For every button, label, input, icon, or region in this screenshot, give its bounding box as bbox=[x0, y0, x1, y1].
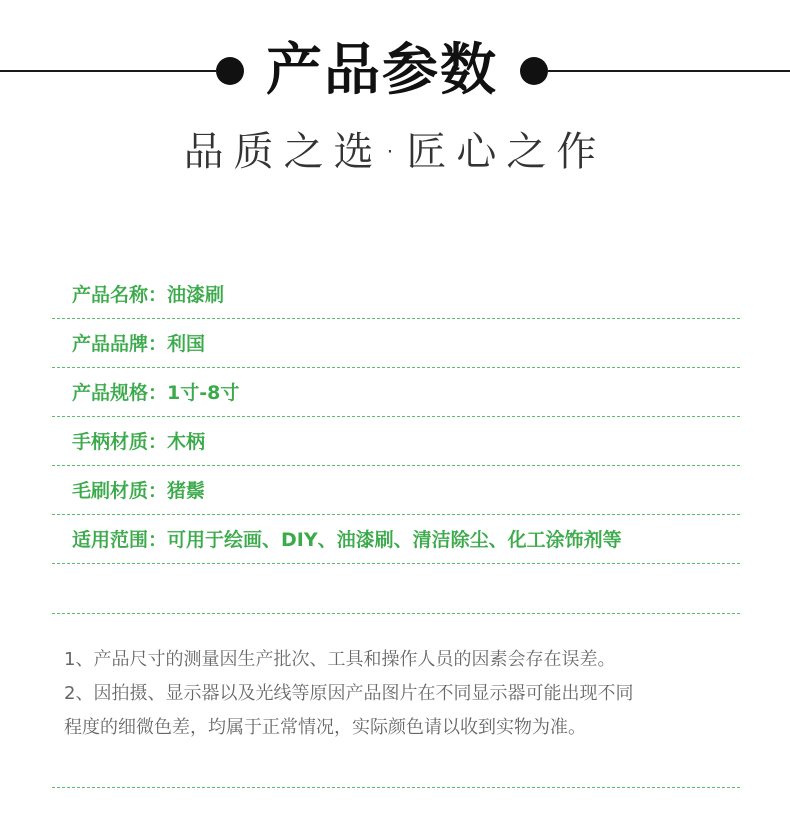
spec-row-name bbox=[52, 270, 740, 319]
header-line-right bbox=[548, 70, 790, 72]
spec-row-usage bbox=[52, 515, 740, 564]
spec-row-spacer bbox=[52, 564, 740, 614]
spec-bristle-text: 毛刷材质：猪鬃 bbox=[72, 480, 206, 502]
header-dot-right-icon bbox=[520, 57, 548, 85]
note-line-1: 1、产品尺寸的测量因生产批次、工具和操作人员的因素会存在误差。 bbox=[64, 649, 616, 670]
spec-handle-text: 手柄材质：木柄 bbox=[72, 431, 206, 453]
spec-brand-text: 产品品牌：利国 bbox=[72, 333, 206, 355]
header-line-left bbox=[0, 70, 216, 72]
spec-row-size bbox=[52, 368, 740, 417]
spec-row-bristle bbox=[52, 466, 740, 515]
spec-list bbox=[52, 270, 740, 614]
note-line-2: 2、因拍摄、显示器以及光线等原因产品图片在不同显示器可能出现不同 bbox=[64, 683, 634, 704]
note-line-3: 程度的细微色差，均属于正常情况，实际颜色请以收到实物为准。 bbox=[64, 717, 586, 738]
bottom-divider bbox=[52, 787, 740, 788]
page-title: 产品参数 bbox=[266, 38, 498, 103]
header-dot-left-icon bbox=[216, 57, 244, 85]
notes bbox=[64, 643, 744, 745]
spec-row-handle bbox=[52, 417, 740, 466]
page-subtitle: 品质之选·匠心之作 bbox=[183, 129, 607, 175]
spec-row-brand bbox=[52, 319, 740, 368]
spec-name-text: 产品名称：油漆刷 bbox=[72, 284, 225, 306]
spec-size-text: 产品规格：1寸-8寸 bbox=[72, 382, 240, 404]
spec-usage-text: 适用范围：可用于绘画、DIY、油漆刷、清洁除尘、化工涂饰剂等 bbox=[72, 529, 622, 551]
